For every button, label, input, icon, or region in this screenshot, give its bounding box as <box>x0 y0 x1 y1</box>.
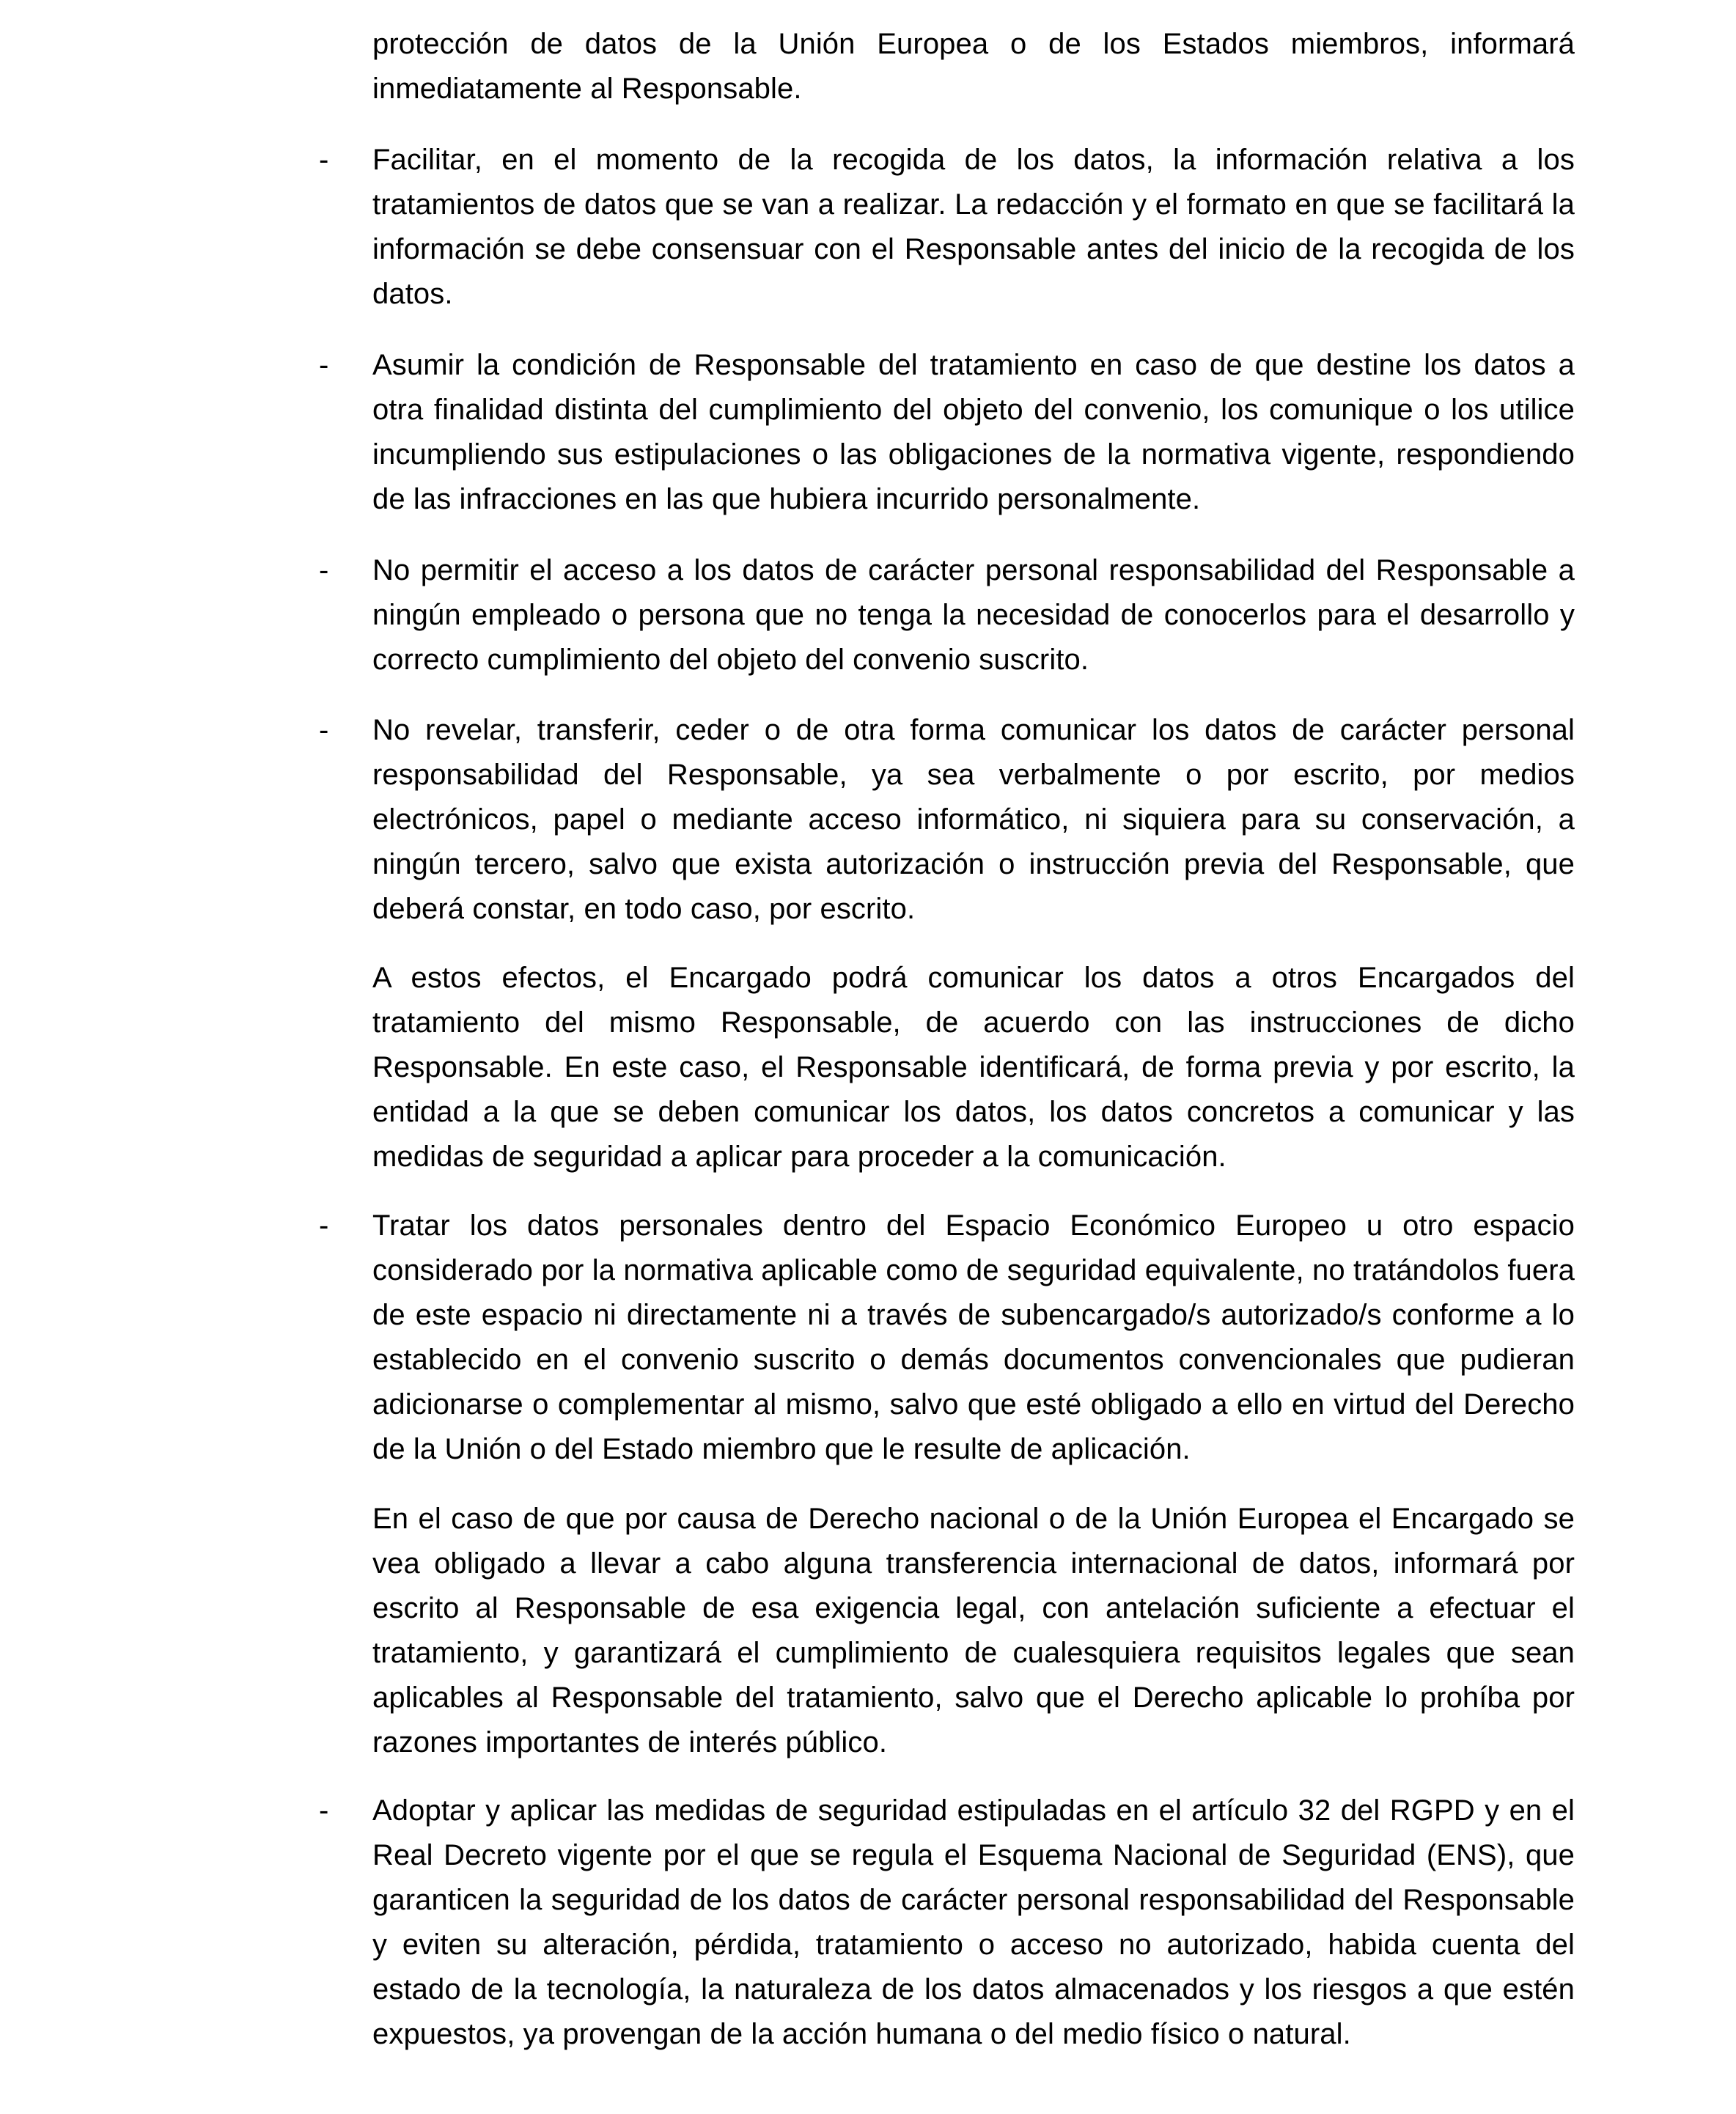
bullet-dash: - <box>319 1794 329 1827</box>
bullet-dash: - <box>319 144 329 176</box>
followup-paragraph-efectos: A estos efectos, el Encargado podrá comunicar los datos a otros Encargados del tratamiento del mismo Responsable, de acuerdo con las instrucciones de dicho Responsable. En este caso, el Responsable identificará, de forma previa y por escrito, la entidad a la que se deben comunicar los datos, los datos concretos a comunicar y las medidas de seguridad a aplicar para proceder a la comunicación. <box>372 962 1575 1173</box>
bullet-dash: - <box>319 1209 329 1242</box>
bullet-item-no-permitir: No permitir el acceso a los datos de carácter personal responsabilidad del Responsable a ningún empleado o persona que no tenga la necesidad de conocerlos para el desarrollo y correcto cumplimiento del objeto del convenio suscrito. <box>372 554 1575 676</box>
bullet-item-no-revelar: No revelar, transferir, ceder o de otra forma comunicar los datos de carácter personal responsabilidad del Responsable, ya sea verbalmente o por escrito, por medios electrónicos, papel o mediante acceso informático, ni siquiera para su conservación, a ningún tercero, salvo que exista autorización o instrucción previa del Responsable, que deberá constar, en todo caso, por escrito. <box>372 714 1575 925</box>
followup-paragraph-transferencia: En el caso de que por causa de Derecho nacional o de la Unión Europea el Encargado se vea obligado a llevar a cabo alguna transferencia internacional de datos, informará por escrito al Responsable de esa exigencia legal, con antelación suficiente a efectuar el tratamiento, y garantizará el cumplimiento de cualesquiera requisitos legales que sean aplicables al Responsable del tratamiento, salvo que el Derecho aplicable lo prohíba por razones importantes de interés público. <box>372 1503 1575 1758</box>
continuation-paragraph: protección de datos de la Unión Europea o de los Estados miembros, informará inmediatamente al Responsable. <box>372 28 1575 105</box>
bullet-item-tratar: Tratar los datos personales dentro del Espacio Económico Europeo u otro espacio considerado por la normativa aplicable como de seguridad equivalente, no tratándolos fuera de este espacio ni directamente ni a través de subencargado/s autorizado/s conforme a lo establecido en el convenio suscrito o demás documentos convencionales que pudieran adicionarse o complementar al mismo, salvo que esté obligado a ello en virtud del Derecho de la Unión o del Estado miembro que le resulte de aplicación. <box>372 1209 1575 1465</box>
bullet-dash: - <box>319 554 329 586</box>
bullet-item-asumir: Asumir la condición de Responsable del tratamiento en caso de que destine los datos a otra finalidad distinta del cumplimiento del objeto del convenio, los comunique o los utilice incumpliendo sus estipulaciones o las obligaciones de la normativa vigente, respondiendo de las infracciones en las que hubiera incurrido personalmente. <box>372 349 1575 515</box>
bullet-item-facilitar: Facilitar, en el momento de la recogida de los datos, la información relativa a los tratamientos de datos que se van a realizar. La redacción y el formato en que se facilitará la información se debe consensuar con el Responsable antes del inicio de la recogida de los datos. <box>372 144 1575 310</box>
bullet-dash: - <box>319 349 329 381</box>
bullet-dash: - <box>319 714 329 746</box>
bullet-item-adoptar: Adoptar y aplicar las medidas de seguridad estipuladas en el artículo 32 del RGPD y en el Real Decreto vigente por el que se regula el Esquema Nacional de Seguridad (ENS), que garanticen la seguridad de los datos de carácter personal responsabilidad del Responsable y eviten su alteración, pérdida, tratamiento o acceso no autorizado, habida cuenta del estado de la tecnología, la naturaleza de los datos almacenados y los riesgos a que estén expuestos, ya provengan de la acción humana o del medio físico o natural. <box>372 1794 1575 2050</box>
